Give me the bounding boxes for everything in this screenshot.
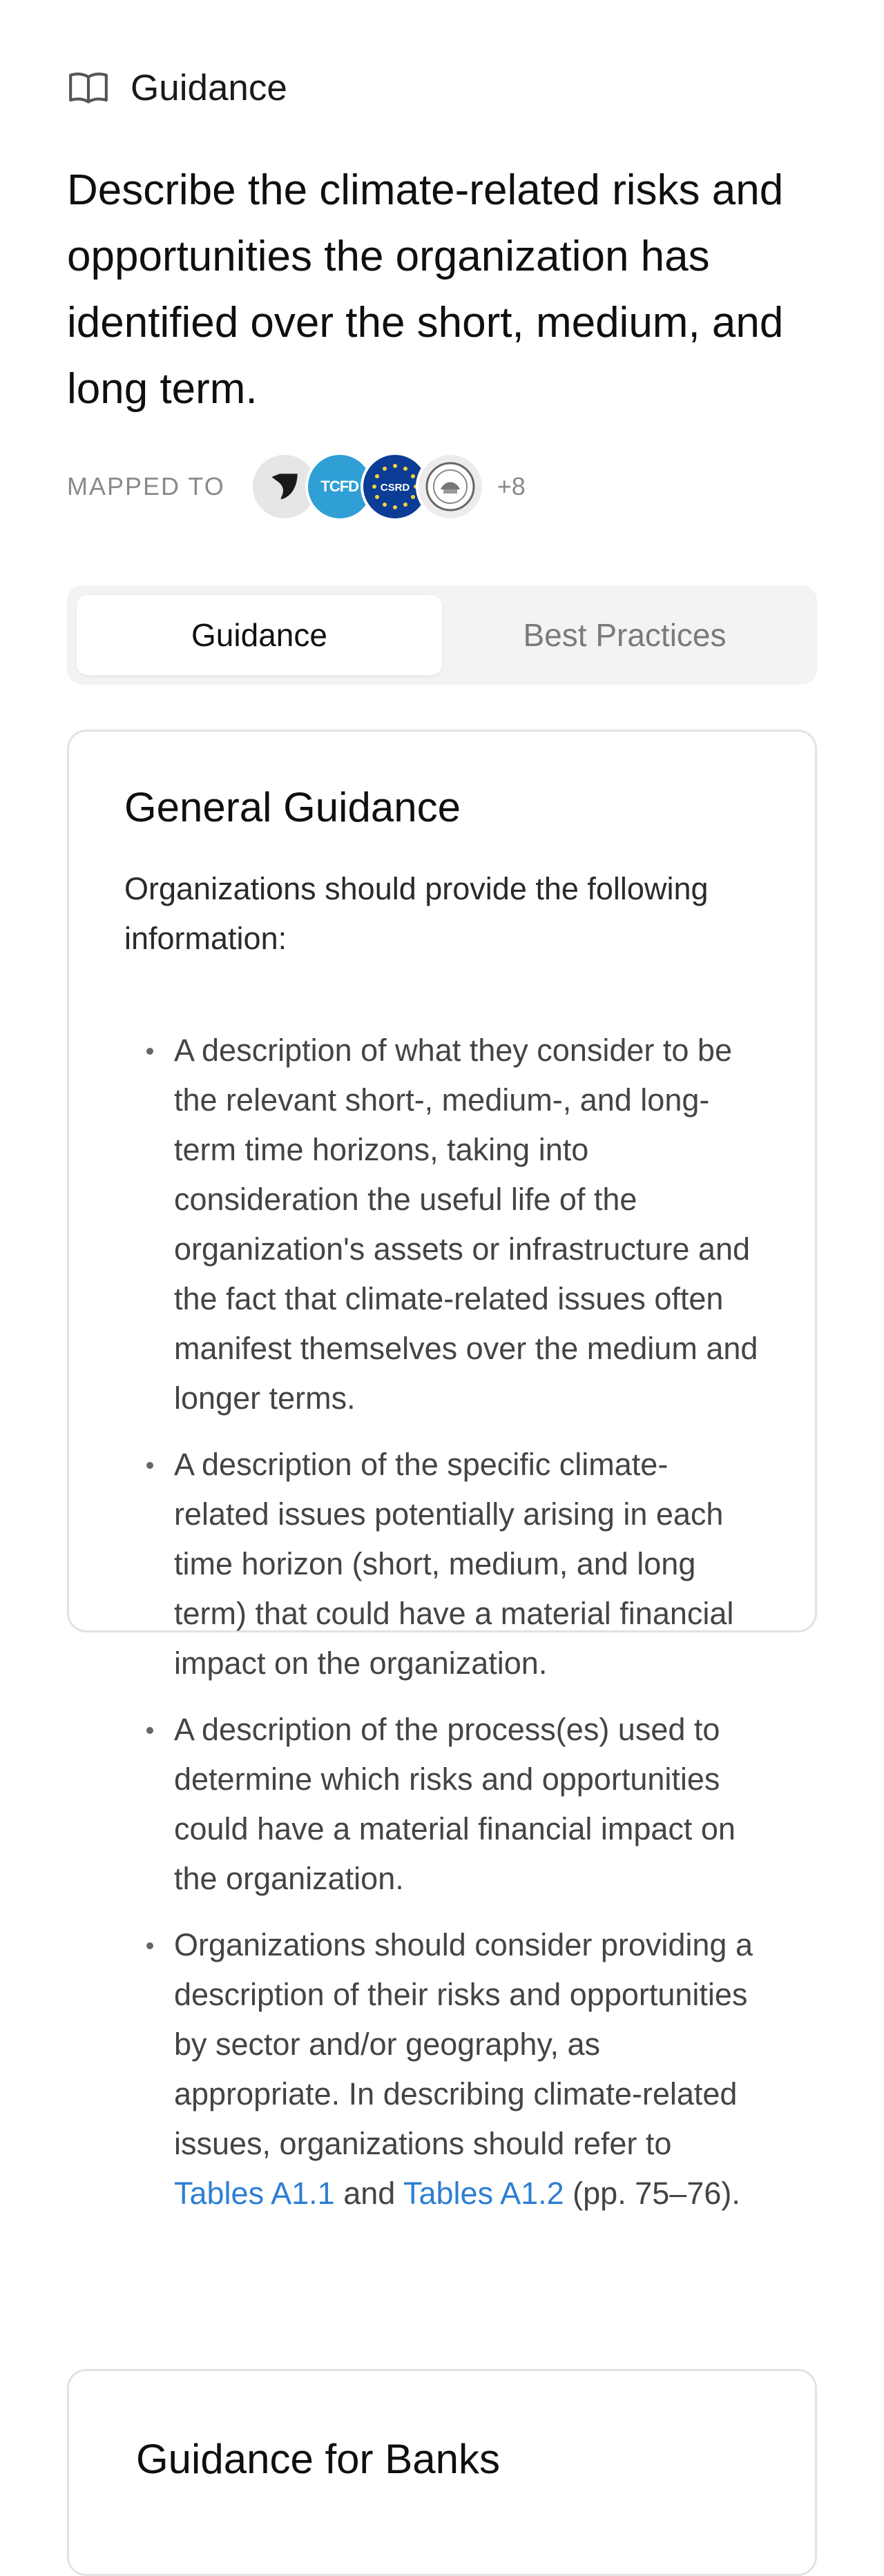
card-title: Guidance for Banks (136, 2436, 500, 2482)
guidance-list (124, 1026, 760, 2218)
card-title: General Guidance (124, 784, 461, 830)
seal-logo-icon (416, 452, 485, 521)
header-label: Guidance (131, 67, 287, 108)
tcfd-logo-icon: TCFD (305, 452, 374, 521)
section-header (67, 66, 287, 109)
list-item: A description of the specific climate-related issues potentially arising in each time horizon (short, medium, and long term) that could have a material financial impact on the organization. (174, 1440, 760, 1688)
list-item-text: Organizations should consider providing a description of their risks and opportunities by sector and/or geography, as appropriate. In describing climate-related issues, organizations should refer to (174, 1927, 753, 2161)
page-title: Describe the climate-related risks and opportunities the organization has identified over the short, medium, and long term. (67, 166, 784, 413)
tab-bar (67, 585, 817, 685)
mapped-to-row (67, 452, 526, 521)
list-item-text: and (343, 2176, 396, 2211)
book-icon (67, 66, 110, 109)
csrd-logo-text: CSRD (380, 482, 410, 494)
tab-best-practices[interactable]: Best Practices (523, 617, 727, 653)
list-item: A description of what they consider to be the relevant short-, medium-, and long-term time horizons, taking into consideration the useful life of the organization's assets or infrastructure and the fact that climate-related issues often manifest themselves over the medium and longer terms. (174, 1026, 760, 1423)
card-intro: Organizations should provide the following information: (124, 871, 709, 956)
tables-a1-2-link[interactable]: Tables A1.2 (403, 2176, 564, 2211)
list-item-text: (pp. 75–76). (573, 2176, 740, 2211)
more-frameworks-count[interactable]: +8 (497, 472, 526, 500)
tab-guidance[interactable]: Guidance (77, 595, 442, 675)
guidance-for-banks-card (67, 2369, 817, 2576)
tables-a1-1-link[interactable]: Tables A1.1 (174, 2176, 335, 2211)
mapped-to-label: MAPPED TO (67, 472, 225, 500)
framework-logos[interactable] (250, 452, 485, 521)
general-guidance-card (67, 730, 817, 2211)
list-item: A description of the process(es) used to determine which risks and opportunities could have a material financial impact on the organization. (174, 1705, 760, 1904)
list-item (174, 1920, 760, 2218)
